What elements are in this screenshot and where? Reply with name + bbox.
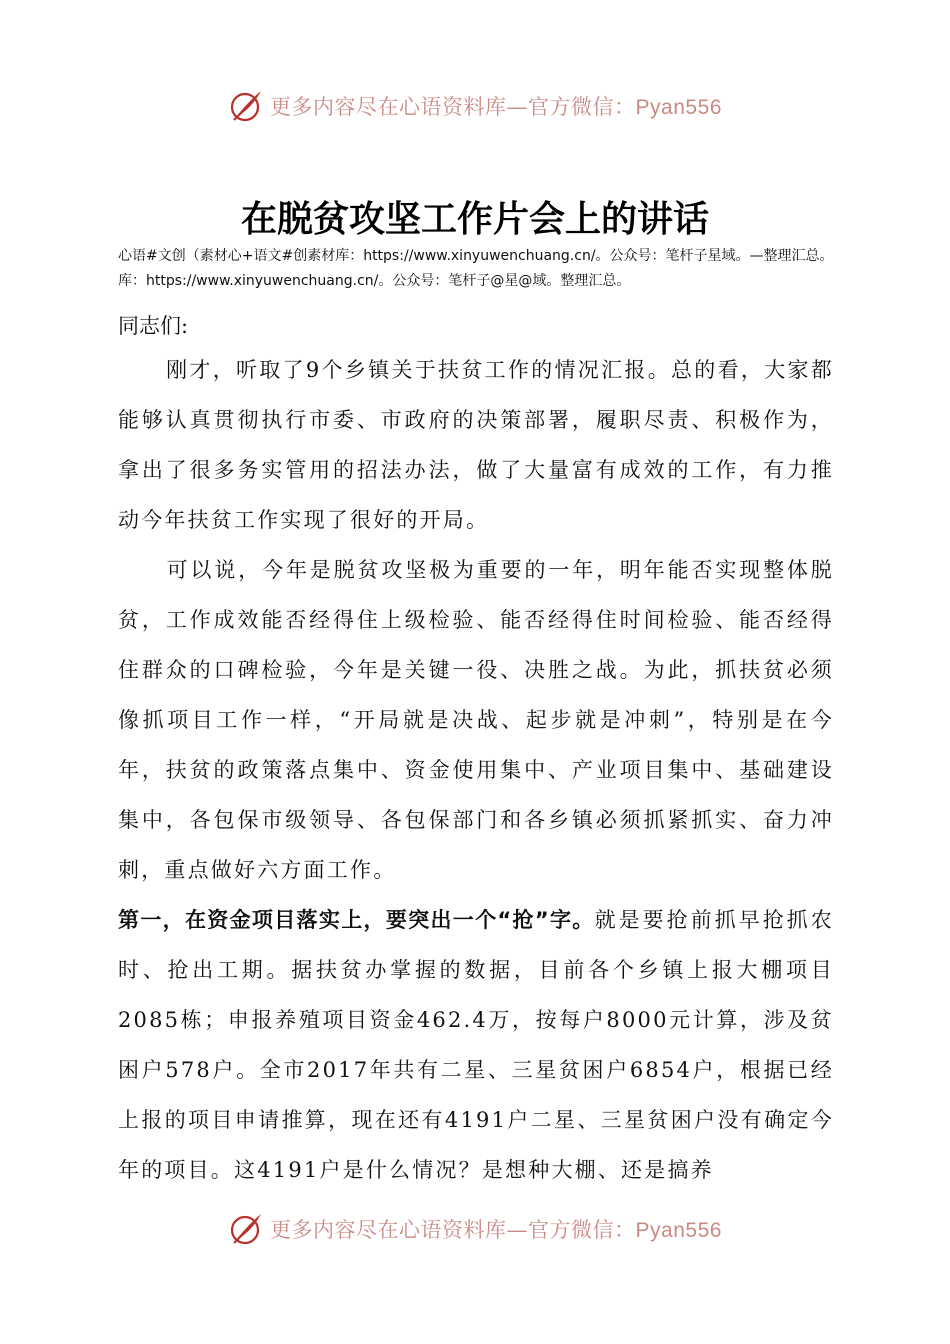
salutation: 同志们: (118, 314, 189, 338)
paragraph-1 (118, 345, 834, 545)
paragraph-3-text: 就是要抢前抓早抢抓农时、抢出工期。据扶贫办掌握的数据，目前各个乡镇上报大棚项目2085栋；申报养殖项目资金462.4万，按每户8000元计算，涉及贫困户578户。全市2017年共有二星、三星贫困户6854户，根据已经上报的项目申请推算，现在还有4191户二星、三星贫困户没有确定今年的项目。这4191户是什么情况？是想种大棚、还是搞养 (118, 908, 834, 1182)
paragraph-3-lead: 第一，在资金项目落实上，要突出一个“抢”字。 (118, 908, 595, 932)
document-title: 在脱贫攻坚工作片会上的讲话 (240, 199, 709, 240)
header-banner-label: 更多内容尽在心语资料库—官方微信： (270, 95, 636, 119)
header-banner-text (270, 91, 722, 121)
paragraph-1-text: 刚才，听取了9个乡镇关于扶贫工作的情况汇报。总的看，大家都能够认真贯彻执行市委、市政府的决策部署，履职尽责、积极作为，拿出了很多务实管用的招法办法，做了大量富有成效的工作，有力推动今年扶贫工作实现了很好的开局。 (118, 358, 834, 532)
source-note: 心语#文创（素材心+语文#创素材库：https://www.xinyuwenchuang.cn/。公众号：笔杆子星域。—整理汇总。库：https://www.xinyuwenchuang.cn/。公众号：笔杆子@星@域。整理汇总。 (118, 248, 834, 289)
header-banner (0, 84, 950, 128)
header-banner-handle: Pyan556 (635, 96, 722, 119)
paragraph-2 (118, 545, 834, 895)
paragraph-2-text: 可以说，今年是脱贫攻坚极为重要的一年，明年能否实现整体脱贫，工作成效能否经得住上级检验、能否经得住时间检验、能否经得住群众的口碑检验，今年是关键一役、决胜之战。为此，抓扶贫必须像抓项目工作一样，“开局就是决战、起步就是冲刺”，特别是在今年，扶贫的政策落点集中、资金使用集中、产业项目集中、基础建设集中，各包保市级领导、各包保部门和各乡镇必须抓紧抓实、奋力冲刺，重点做好六方面工作。 (118, 558, 834, 882)
footer-banner-label: 更多内容尽在心语资料库—官方微信： (270, 1218, 636, 1242)
footer-banner (0, 1207, 950, 1251)
feather-pen-logo-icon (228, 1211, 264, 1247)
footer-banner-text (270, 1214, 722, 1244)
feather-pen-logo-icon (228, 88, 264, 124)
footer-banner-handle: Pyan556 (635, 1219, 722, 1242)
paragraph-3 (118, 895, 834, 1195)
